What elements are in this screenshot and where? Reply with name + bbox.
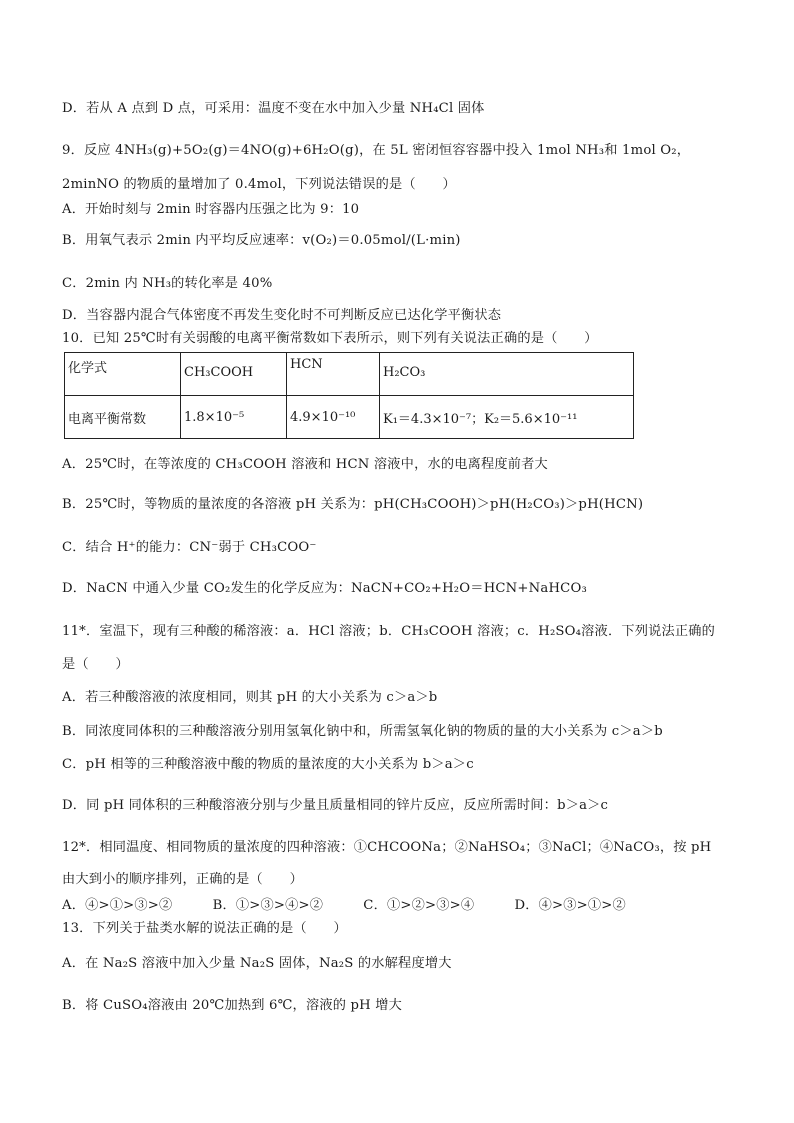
q8-option-d: D．若从 A 点到 D 点，可采用：温度不变在水中加入少量 NH₄Cl 固体 (62, 101, 485, 116)
q11-stem-line2: 是（ ） (62, 657, 129, 672)
table-row-label: 电离平衡常数 (65, 396, 181, 439)
q9-option-a: A．开始时刻与 2min 时容器内压强之比为 9：10 (62, 202, 360, 217)
q9-option-d: D．当容器内混合气体密度不再发生变化时不可判断反应已达化学平衡状态 (62, 308, 502, 323)
q10-option-c: C．结合 H⁺的能力：CN⁻弱于 CH₃COO⁻ (62, 540, 317, 555)
q9-option-b: B．用氧气表示 2min 内平均反应速率：v(O₂)＝0.05mol/(L·min) (62, 233, 461, 248)
table-header-row (65, 353, 634, 396)
q9-option-c: C．2min 内 NH₃的转化率是 40% (62, 276, 273, 291)
q12-stem-line1: 12*．相同温度、相同物质的量浓度的四种溶液：①CHCOONa；②NaHSO₄；③NaCl；④NaCO₃，按 pH (62, 840, 712, 855)
q11-option-d: D．同 pH 同体积的三种酸溶液分别与少量且质量相同的锌片反应，反应所需时间：b＞a＞c (62, 798, 609, 813)
q9-stem-line2: 2minNO 的物质的量增加了 0.4mol，下列说法错误的是（ ） (62, 177, 456, 192)
table-cell-hcn-k: 4.9×10⁻¹⁰ (287, 396, 380, 439)
q13-option-a: A．在 Na₂S 溶液中加入少量 Na₂S 固体，Na₂S 的水解程度增大 (62, 956, 452, 971)
q11-option-a: A．若三种酸溶液的浓度相同，则其 pH 的大小关系为 c＞a＞b (62, 690, 438, 705)
q12-stem-line2: 由大到小的顺序排列，正确的是（ ） (62, 872, 303, 887)
table-cell-carbonic-acid-k: K₁＝4.3×10⁻⁷；K₂＝5.6×10⁻¹¹ (380, 396, 634, 439)
table-header-acetic-acid: CH₃COOH (181, 353, 287, 396)
table-header-formula: 化学式 (65, 353, 181, 396)
q11-option-b: B．同浓度同体积的三种酸溶液分别用氢氧化钠中和，所需氢氧化钠的物质的量的大小关系为 c＞a＞b (62, 724, 663, 739)
q10-option-b: B．25℃时，等物质的量浓度的各溶液 pH 关系为：pH(CH₃COOH)＞pH(H₂CO₃)＞pH(HCN) (62, 497, 644, 512)
q11-stem-line1: 11*．室温下，现有三种酸的稀溶液：a．HCl 溶液；b．CH₃COOH 溶液；c．H₂SO₄溶液．下列说法正确的 (62, 624, 716, 639)
ionization-constant-table (64, 352, 634, 439)
table-header-hcn: HCN (287, 353, 380, 396)
table-header-carbonic-acid: H₂CO₃ (380, 353, 634, 396)
q10-stem: 10．已知 25℃时有关弱酸的电离平衡常数如下表所示，则下列有关说法正确的是（ ） (62, 331, 598, 346)
table-row (65, 396, 634, 439)
q9-stem-line1: 9．反应 4NH₃(g)+5O₂(g)＝4NO(g)+6H₂O(g)，在 5L 密闭恒容容器中投入 1mol NH₃和 1mol O₂， (62, 143, 691, 158)
q13-stem: 13．下列关于盐类水解的说法正确的是（ ） (62, 921, 347, 936)
table-cell-acetic-acid-k: 1.8×10⁻⁵ (181, 396, 287, 439)
q11-option-c: C．pH 相等的三种酸溶液中酸的物质的量浓度的大小关系为 b＞a＞c (62, 757, 474, 772)
q10-option-d: D．NaCN 中通入少量 CO₂发生的化学反应为：NaCN+CO₂+H₂O＝HCN+NaHCO₃ (62, 581, 587, 596)
q13-option-b: B．将 CuSO₄溶液由 20℃加热到 6℃，溶液的 pH 增大 (62, 998, 403, 1013)
q10-option-a: A．25℃时，在等浓度的 CH₃COOH 溶液和 HCN 溶液中，水的电离程度前者大 (62, 457, 548, 472)
q12-options: A．④>①>③>② B．①>③>④>② C．①>②>③>④ D．④>③>①>② (62, 898, 626, 913)
